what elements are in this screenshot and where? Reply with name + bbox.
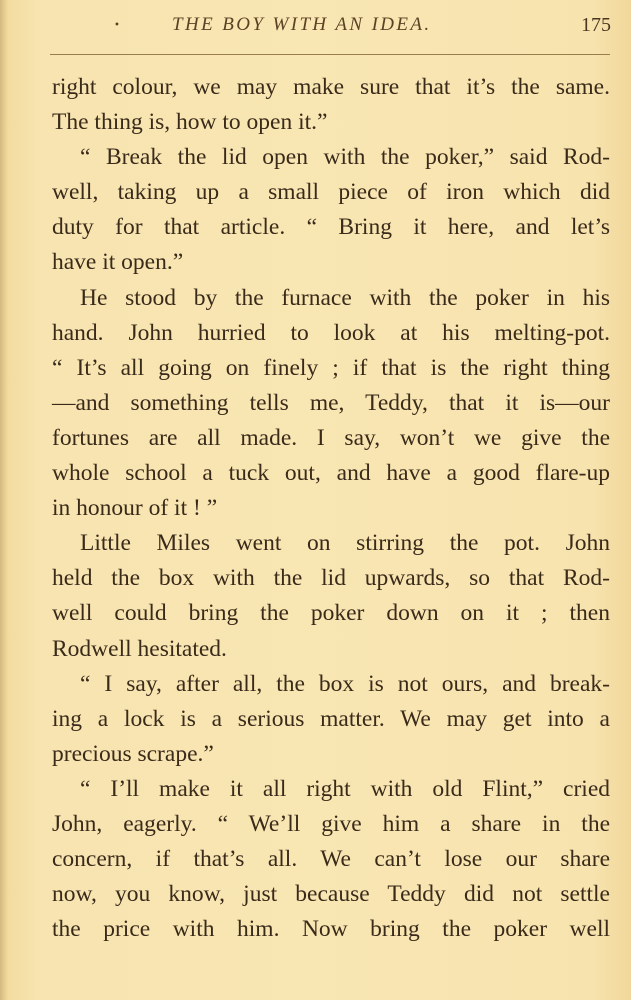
text-line: concern, if that’s all. We can’t lose our share [52,846,610,873]
text-line: “ Break the lid open with the poker,” said Rod- [80,144,610,171]
paragraph [52,667,610,772]
spine-shadow [0,0,8,1000]
text-line: well could bring the poker down on it ; then [52,600,610,627]
text-line: now, you know, just because Teddy did not settle [52,881,610,908]
text-line: duty for that article. “ Bring it here, and let’s [52,214,610,241]
paragraph [52,772,610,947]
text-line: the price with him. Now bring the poker well [52,916,610,943]
text-line: precious scrape.” [52,740,214,767]
text-line: Little Miles went on stirring the pot. John [80,530,610,557]
text-line: John, eagerly. “ We’ll give him a share in the [52,810,610,837]
text-line: held the box with the lid upwards, so that Rod- [52,565,610,592]
text-line: ing a lock is a serious matter. We may get into a [52,705,610,732]
text-line: “ I say, after all, the box is not ours, and break- [80,670,610,697]
text-line: Rodwell hesitated. [52,635,227,662]
text-line: whole school a tuck out, and have a good flare-up [52,460,610,487]
body-text [52,70,610,947]
text-line: “ I’ll make it all right with old Flint,” cried [80,775,610,802]
paragraph [52,140,610,280]
running-title: THE BOY WITH AN IDEA. [172,14,432,35]
text-line: hand. John hurried to look at his melting-pot. [52,319,610,346]
page-number: 175 [581,14,611,36]
paragraph [52,281,610,527]
text-line: He stood by the furnace with the poker in his [80,284,610,311]
text-line: The thing is, how to open it.” [52,109,328,136]
header-rule [50,54,610,55]
text-line: —and something tells me, Teddy, that it is—our [52,389,610,416]
text-line: “ It’s all going on finely ; if that is the right thing [52,354,610,381]
text-line: fortunes are all made. I say, won’t we give the [52,424,610,451]
text-line: in honour of it ! ” [52,495,218,522]
header-ornament: • [114,20,120,31]
text-line: well, taking up a small piece of iron which did [52,179,610,206]
text-line: right colour, we may make sure that it’s the same. [52,74,610,100]
text-line: have it open.” [52,249,184,276]
page-header [0,0,631,62]
paragraph [52,526,610,666]
paragraph [52,70,610,140]
